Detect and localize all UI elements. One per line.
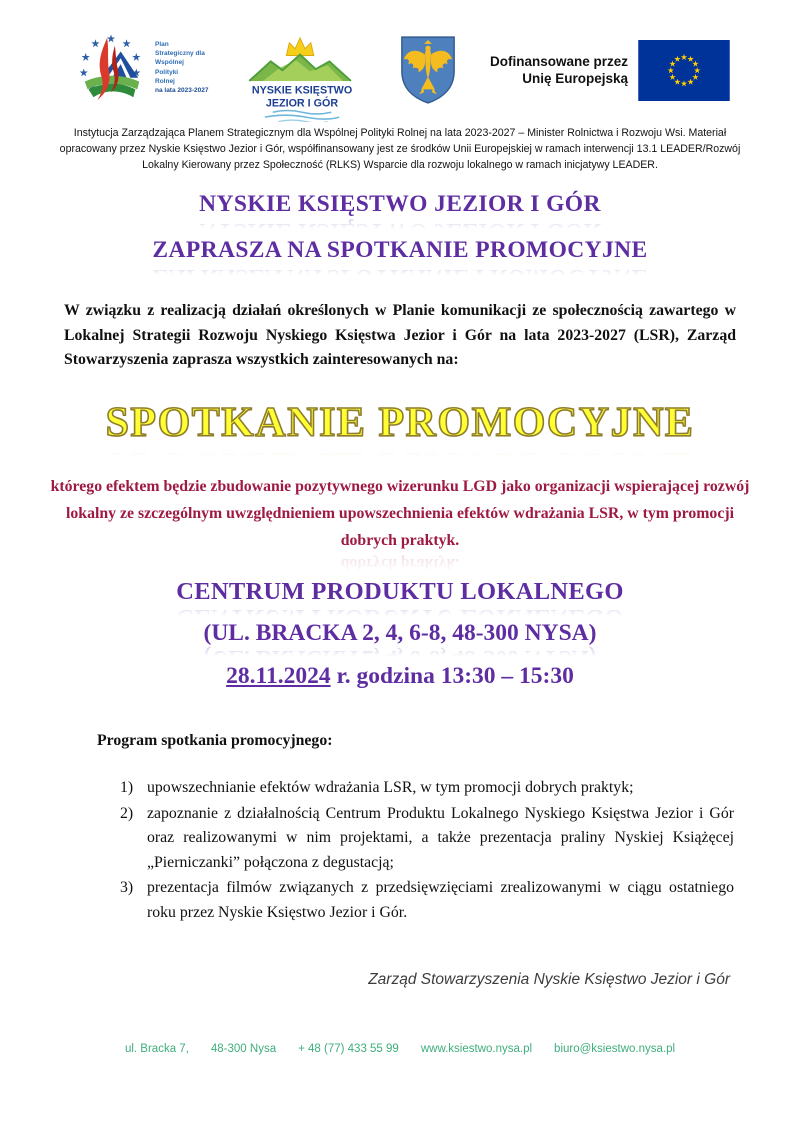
venue-address: (UL. BRACKA 2, 4, 6-8, 48-300 NYSA) [203, 620, 597, 647]
event-date: 28.11.2024 [226, 663, 331, 690]
footer-phone: + 48 (77) 433 55 99 [298, 1043, 399, 1055]
wpr-caption-line: na lata 2023-2027 [155, 86, 209, 94]
wpr-logo-icon [72, 32, 150, 104]
program-heading: Program spotkania promocyjnego: [97, 732, 333, 750]
nyskie-ksiestwo-logo-icon [240, 36, 366, 122]
program-list [120, 776, 734, 925]
event-time: r. godzina 13:30 – 15:30 [330, 663, 574, 690]
eu-funding-logo [490, 40, 730, 101]
funding-disclaimer: Instytucja Zarządzająca Planem Strategicznym dla Wspólnej Polityki Rolnej na lata 2023-2027 – Minister Rolnictwa i Rozwoju Wsi. Materiał opracowany przez Nyskie Księstwo Jezior i Gór, współfinansowany jest ze środków Unii Europejskiej w ramach interwencji 13.1 LEADER/Rozwój Lokalny Kierowany przez Społeczność (RLKS) Wsparcie dla rozwoju lokalnego w ramach inicjatywy LEADER. [59, 127, 741, 171]
eu-flag-icon [638, 40, 730, 101]
wpr-strategic-plan-logo [72, 32, 208, 104]
ksiestwo-logo-name-line1: NYSKIE KSIĘSTWO [252, 84, 353, 97]
signature: Zarząd Stowarzyszenia Nyskie Księstwo Jezior i Gór [368, 971, 730, 989]
eu-funding-label-line2: Unię Europejską [522, 70, 628, 86]
opole-coat-of-arms-icon [398, 34, 458, 106]
footer-email-link[interactable]: biuro@ksiestwo.nysa.pl [554, 1043, 676, 1055]
eu-funding-label [490, 54, 628, 88]
footer-contact-bar [0, 1043, 800, 1055]
footer-website-link[interactable]: www.ksiestwo.nysa.pl [420, 1043, 533, 1055]
program-item: prezentacja filmów związanych z przedsięwzięciami zrealizowanymi w ciągu ostatniego roku przez Nyskie Księstwo Jezior i Gór. [147, 879, 734, 921]
wpr-caption-line: Strategiczny dla [155, 50, 205, 58]
venue-name: CENTRUM PRODUKTU LOKALNEGO [176, 578, 624, 606]
footer-address: ul. Bracka 7, [124, 1043, 189, 1055]
invite-title-line1: NYSKIE KSIĘSTWO JEZIOR I GÓR [199, 190, 601, 217]
opole-coat-of-arms [398, 34, 458, 111]
wpr-caption-line: Wspólnej [155, 59, 184, 67]
program-item: upowszechnianie efektów wdrażania LSR, w tym promocji dobrych praktyk; [147, 779, 634, 797]
wpr-caption-line: Plan [155, 41, 169, 49]
footer-postal: 48-300 Nysa [210, 1043, 277, 1055]
eu-funding-label-line1: Dofinansowane przez [489, 53, 628, 69]
purpose-paragraph: którego efektem będzie zbudowanie pozytywnego wizerunku LGD jako organizacji wspierającej rozwój lokalny ze szczególnym uwzględnieniem upowszechnienia efektów wdrażania LSR, w tym promocji dobrych praktyk. [50, 477, 750, 550]
wpr-caption-line: Rolnej [155, 77, 175, 85]
venue-datetime [0, 663, 800, 690]
wpr-caption-line: Polityki [155, 68, 179, 76]
invite-title-line2: ZAPRASZA NA SPOTKANIE PROMOCYJNE [152, 237, 648, 264]
ksiestwo-logo-name-line2: JEZIOR I GÓR [266, 97, 339, 110]
program-item: zapoznanie z działalnością Centrum Produktu Lokalnego Nyskiego Księstwa Jezior i Gór oraz realizowanymi w nim projektami, a także prezentacja praliny Nyskiej Książęcej „Pierniczanki” połączona z degustacją; [147, 804, 734, 871]
main-title: SPOTKANIE PROMOCYJNE [105, 399, 695, 446]
nyskie-ksiestwo-logo [240, 36, 366, 127]
intro-paragraph: W związku z realizacją działań określonych w Planie komunikacji ze społecznością zawartego w Lokalnej Strategii Rozwoju Nyskiego Księstwa Jezior i Gór na lata 2023-2027 (LSR), Zarząd Stowarzyszenia zaprasza wszystkich zainteresowanych na: [64, 302, 736, 369]
header-logo-row [0, 0, 800, 114]
wpr-logo-caption [155, 41, 208, 95]
